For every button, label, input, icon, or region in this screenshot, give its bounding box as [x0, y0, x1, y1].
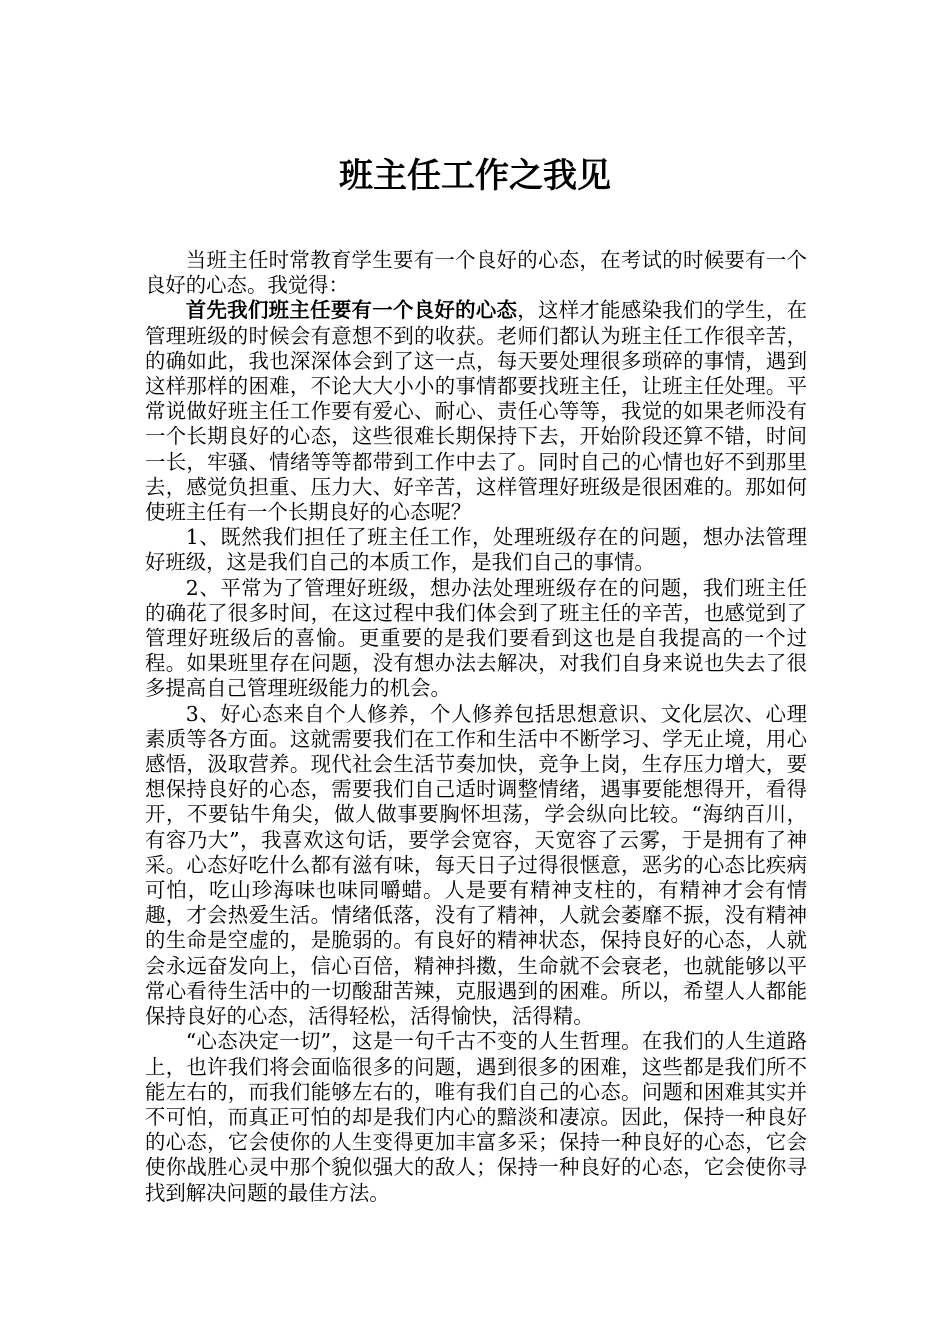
paragraph-text: 当班主任时常教育学生要有一个良好的心态，在考试的时候要有一个良好的心态。我觉得： — [145, 248, 807, 298]
paragraph-point-3 — [145, 702, 807, 1030]
paragraph-text: 3、好心态来自个人修养，个人修养包括思想意识、文化层次、心理素质等各方面。这就需要我们在工作和生活中不断学习、学无止境，用心感悟，汲取营养。现代社会生活节奏加快，竞争上岗，生存压力增大，要想保持良好的心态，需要我们自己适时调整情绪，遇事要能想得开，看得开，不要钻牛角尖，做人做事要胸怀坦荡，学会纵向比较。“海纳百川，有容乃大”，我喜欢这句话，要学会宽容，天宽容了云雾，于是拥有了神采。心态好吃什么都有滋有味，每天日子过得很惬意，恶劣的心态比疾病可怕，吃山珍海味也味同嚼蜡。人是要有精神支柱的，有精神才会有情趣，才会热爱生活。情绪低落，没有了精神，人就会萎靡不振，没有精神的生命是空虚的，是脆弱的。有良好的精神状态，保持良好的心态，人就会永远奋发向上，信心百倍，精神抖擞，生命就不会衰老，也就能够以平常心看待生活中的一切酸甜苦辣，克服遇到的困难。所以，希望人人都能保持良好的心态，活得轻松，活得愉快，活得精。 — [145, 701, 807, 1029]
paragraph-point-1 — [145, 525, 807, 575]
paragraph-text: 1、既然我们担任了班主任工作，处理班级存在的问题，想办法管理好班级，这是我们自己的本质工作，是我们自己的事情。 — [145, 525, 807, 575]
document-title: 班主任工作之我见 — [339, 156, 611, 196]
paragraph-text: “心态决定一切”，这是一句千古不变的人生哲理。在我们的人生道路上，也许我们将会面临很多的问题，遇到很多的困难，这些都是我们所不能左右的，而我们能够左右的，唯有我们自己的心态。问题和困难其实并不可怕，而真正可怕的却是我们内心的黯淡和凄凉。因此，保持一种良好的心态，它会使你的人生变得更加丰富多采；保持一种良好的心态，它会使你战胜心灵中那个貌似强大的敌人；保持一种良好的心态，它会使你寻找到解决问题的最佳方法。 — [145, 1029, 807, 1205]
paragraph-positive-attitude — [145, 298, 807, 525]
paragraph-conclusion — [145, 1029, 807, 1205]
paragraph-lead-bold: 首先我们班主任要有一个良好的心态 — [185, 298, 518, 323]
paragraph-text: ，这样才能感染我们的学生，在管理班级的时候会有意想不到的收获。老师们都认为班主任工作很辛苦，的确如此，我也深深体会到了这一点，每天要处理很多琐碎的事情，遇到这样那样的困难，不论大大小小的事情都要找班主任，让班主任处理。平常说做好班主任工作要有爱心、耐心、责任心等等，我觉的如果老师没有一个长期良好的心态，这些很难长期保持下去，开始阶段还算不错，时间一长，牢骚、情绪等等都带到工作中去了。同时自己的心情也好不到那里去，感觉负担重、压力大、好辛苦，这样管理好班级是很困难的。那如何使班主任有一个长期良好的心态呢？ — [145, 298, 808, 525]
paragraph-intro — [145, 248, 807, 298]
paragraph-text: 2、平常为了管理好班级，想办法处理班级存在的问题，我们班主任的确花了很多时间，在这过程中我们体会到了班主任的辛苦，也感觉到了管理好班级后的喜愉。更重要的是我们要看到这也是自我提高的一个过程。如果班里存在问题，没有想办法去解决，对我们自身来说也失去了很多提高自己管理班级能力的机会。 — [145, 575, 807, 701]
document-body — [145, 248, 807, 1206]
paragraph-point-2 — [145, 576, 807, 702]
